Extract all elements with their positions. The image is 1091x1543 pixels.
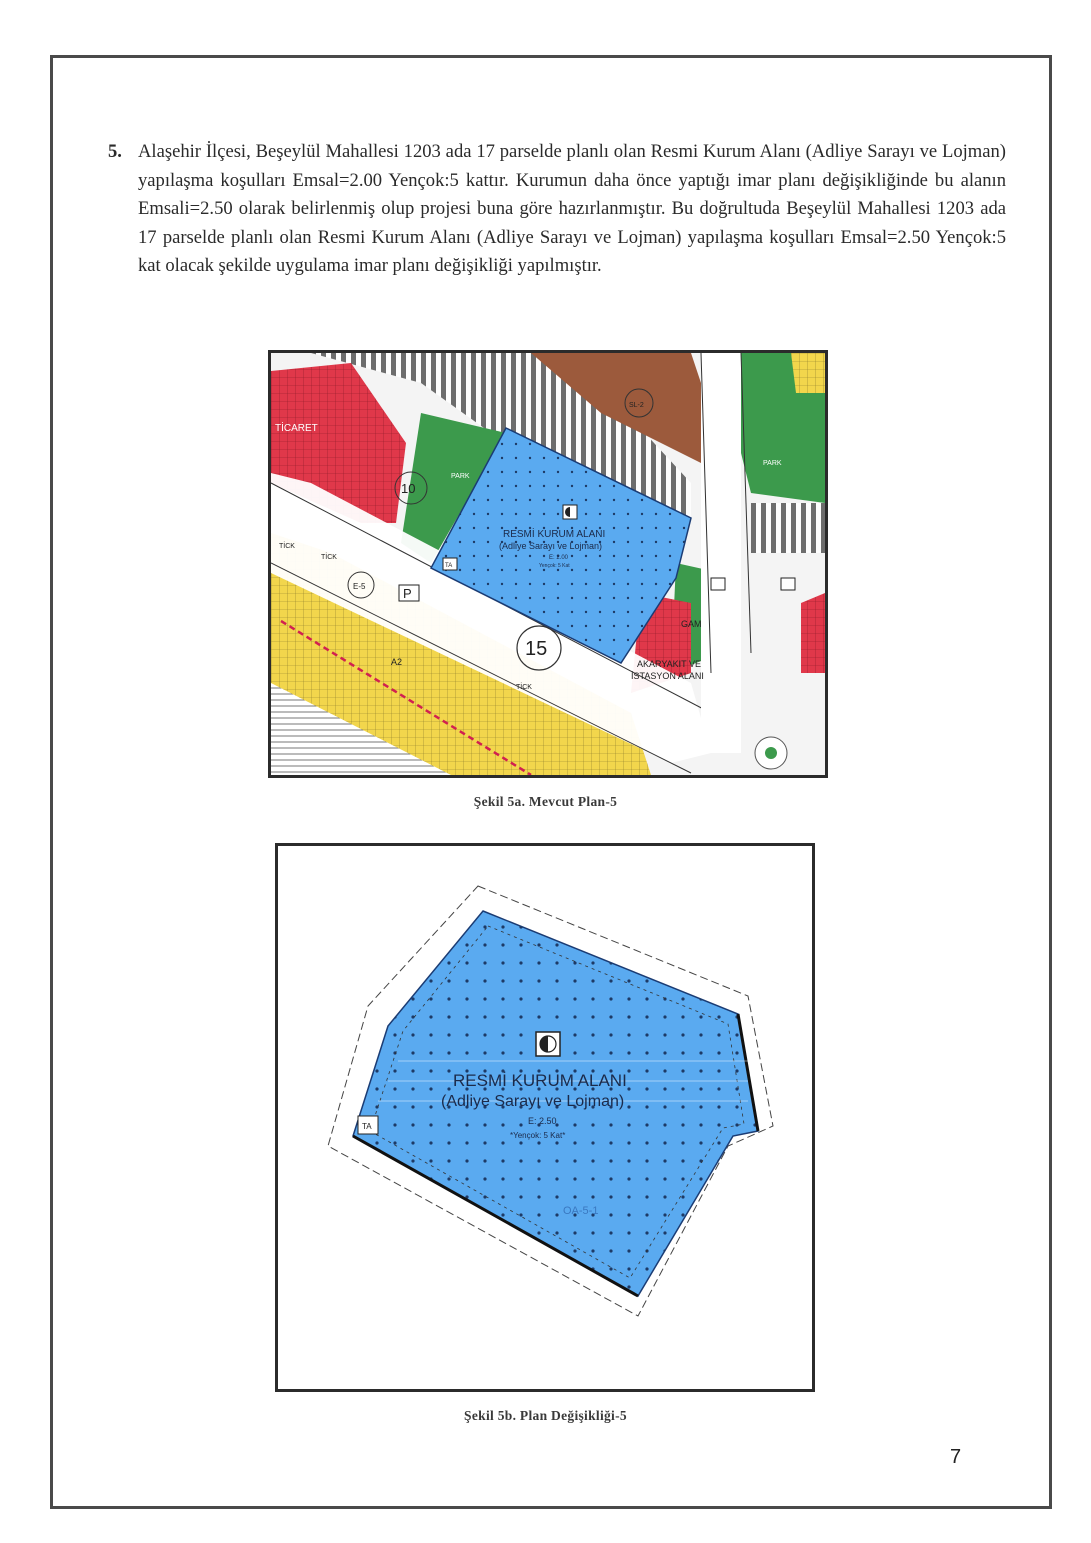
figure-5b-svg [278,846,812,1389]
label-elevation-15: 15 [525,638,548,660]
label-adliye: (Adliye Sarayı ve Lojman) [499,541,603,551]
figure-5a-svg [271,353,825,775]
label-e5: E-5 [353,582,366,591]
paragraph-5 [108,138,1006,281]
label-yencok-b: *Yençok: 5 Kat* [510,1131,566,1140]
label-yencok-a: Yençok: 5 Kat [539,563,570,569]
label-park-1: PARK [451,473,470,480]
label-ta: TA [445,563,453,569]
label-ta-b: TA [362,1122,372,1131]
caption-5b: Şekil 5b. Plan Değişikliği-5 [464,1408,627,1423]
page-number: 7 [950,1446,962,1468]
caption-5a: Şekil 5a. Mevcut Plan-5 [473,794,618,809]
label-emsal-b: E: 2.50 [528,1116,557,1126]
paragraph-text: Alaşehir İlçesi, Beşeylül Mahallesi 1203 ada 17 parselde planlı olan Resmi Kurum Alanı (Adliye Sarayı ve Lojman) yapılaşma koşulları Emsal=2.00 Yençok:5 kattır. Kurumun daha önce yaptığı imar planı değişikliğinde bu alanın Emsali=2.50 olarak belirlenmiş olup projesi buna göre hazırlanmıştır. Bu doğrultuda Beşeylül Mahallesi 1203 ada 17 parselde planlı olan Resmi Kurum Alanı (Adliye Sarayı ve Lojman) yapılaşma koşulları Emsal=2.50 Yençok:5 kat olacak şekilde uygulama imar planı değişikliği yapılmıştır. [138,141,1006,277]
label-code-b: OA-5-1 [563,1205,599,1217]
label-ticaret: TİCARET [275,423,318,434]
label-a2: A2 [391,657,403,667]
label-istasyon: İSTASYON ALANI [631,671,704,681]
figure-5a-map [268,350,828,778]
label-resmi-kurum-alani-b: RESMİ KURUM ALANI [453,1071,627,1090]
label-parking: P [403,586,412,601]
figure-5b-map [275,843,815,1392]
label-park-2: PARK [763,460,782,467]
label-elevation-10: 10 [401,481,416,496]
label-akaryakit: AKARYAKIT VE [637,659,702,669]
label-gam: GAM [681,619,702,629]
label-adliye-b: (Adliye Sarayı ve Lojman) [441,1093,625,1110]
label-tick-3: TİCK [516,684,532,691]
label-tick-1: TİCK [279,543,295,550]
label-resmi-kurum-alani: RESMİ KURUM ALANI [503,529,606,540]
label-sl: SL-2 [629,402,644,409]
label-emsal-a: E: 2.00 [549,555,569,561]
label-tick-2: TİCK [321,554,337,561]
paragraph-number: 5. [108,141,122,162]
